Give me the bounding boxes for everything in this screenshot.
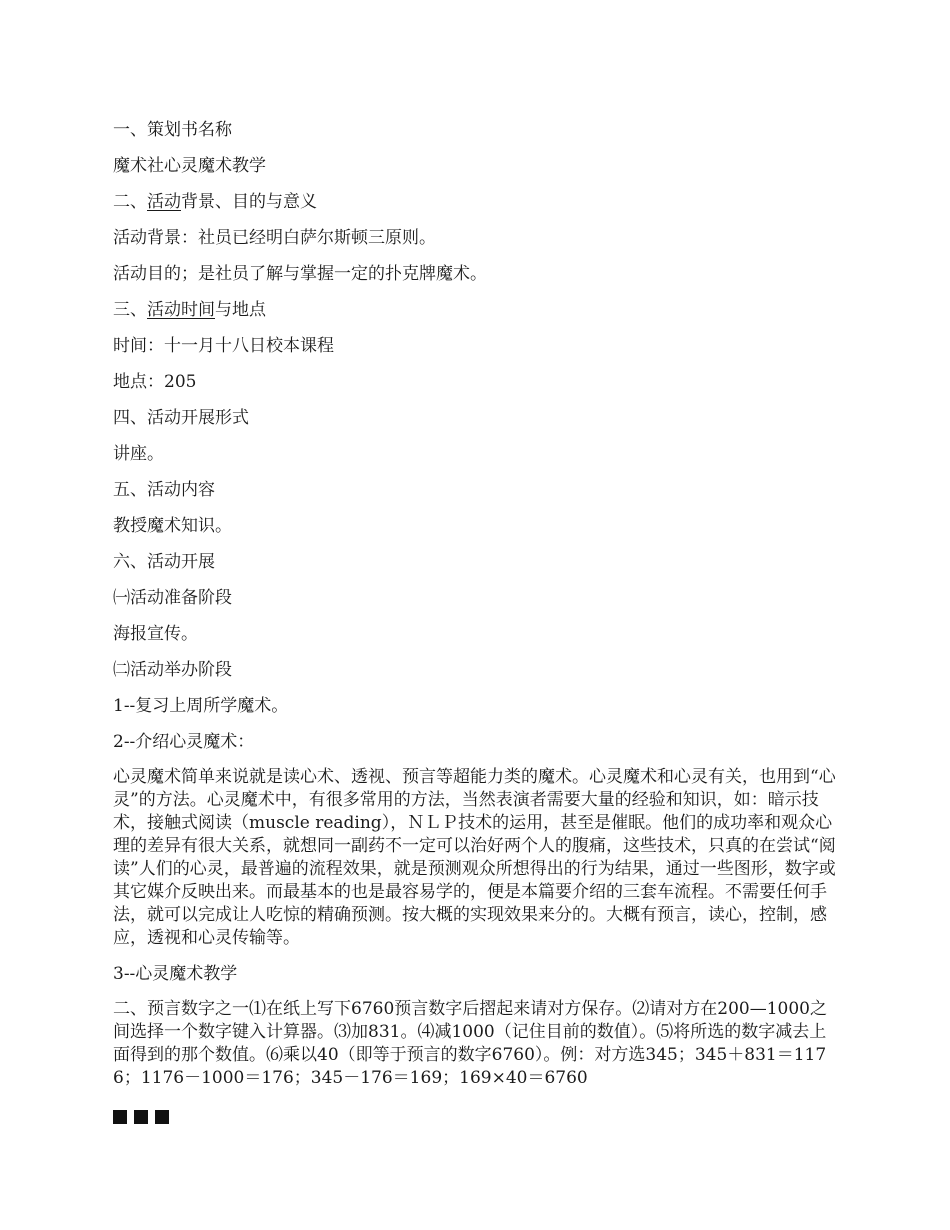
square-icon xyxy=(113,1110,127,1124)
subheading-preparation: ㈠活动准备阶段 xyxy=(113,588,232,608)
time-text: 时间：十一月十八日校本课程 xyxy=(113,336,334,356)
heading-time-place-suffix: 与地点 xyxy=(215,300,266,320)
step-1: 1--复习上周所学魔术。 xyxy=(113,696,289,716)
content-text: 教授魔术知识。 xyxy=(113,516,232,536)
step-2: 2--介绍心灵魔术： xyxy=(113,732,255,752)
step-3: 3--心灵魔术教学 xyxy=(113,964,238,984)
heading-execution: 六、活动开展 xyxy=(113,552,215,572)
format-text: 讲座。 xyxy=(113,444,164,464)
square-icon xyxy=(155,1110,169,1124)
heading-background-prefix: 二、 xyxy=(113,192,147,212)
plan-name-text: 魔术社心灵魔术教学 xyxy=(113,156,266,176)
background-text: 活动背景：社员已经明白萨尔斯顿三原则。 xyxy=(113,228,436,248)
end-marker xyxy=(113,1110,843,1124)
purpose-text: 活动目的；是社员了解与掌握一定的扑克牌魔术。 xyxy=(113,264,487,284)
paragraph-number-prediction: 二、预言数字之一⑴在纸上写下6760预言数字后摺起来请对方保存。⑵请对方在200—1000之间选择一个数字键入计算器。⑶加831。⑷减1000（记住目前的数值）。⑸将所选的数字减去上面得到的那个数值。⑹乘以40（即等于预言的数字6760）。例：对方选345；345＋831＝1176；1176－1000＝176；345－176＝169；169×40＝6760 xyxy=(113,999,827,1088)
paragraph-mentalism-intro: 心灵魔术简单来说就是读心术、透视、预言等超能力类的魔术。心灵魔术和心灵有关，也用到“心灵”的方法。心灵魔术中，有很多常用的方法，当然表演者需要大量的经验和知识，如：暗示技术，接触式阅读（muscle reading），ＮＬＰ技术的运用，甚至是催眠。他们的成功率和观众心理的差异有很大关系，就想同一副药不一定可以治好两个人的腹痛，这些技术，只真的在尝试“阅读”人们的心灵，最普遍的流程效果，就是预测观众所想得出的行为结果，通过一些图形，数字或其它媒介反映出来。而最基本的也是最容易学的，便是本篇要介绍的三套车流程。不需要任何手法，就可以完成让人吃惊的精确预测。按大概的实现效果来分的。大概有预言，读心，控制，感应，透视和心灵传输等。 xyxy=(113,767,836,948)
link-activity[interactable]: 活动 xyxy=(147,192,181,212)
place-text: 地点：205 xyxy=(113,372,197,392)
subheading-hosting: ㈡活动举办阶段 xyxy=(113,660,232,680)
document-body xyxy=(113,118,843,1124)
preparation-text: 海报宣传。 xyxy=(113,624,198,644)
heading-format: 四、活动开展形式 xyxy=(113,408,249,428)
heading-time-place-prefix: 三、 xyxy=(113,300,147,320)
heading-plan-name: 一、策划书名称 xyxy=(113,120,232,140)
heading-time-place xyxy=(113,298,843,322)
square-icon xyxy=(134,1110,148,1124)
link-activity-time[interactable]: 活动时间 xyxy=(147,300,215,320)
heading-background xyxy=(113,190,843,214)
heading-background-suffix: 背景、目的与意义 xyxy=(181,192,317,212)
heading-content: 五、活动内容 xyxy=(113,480,215,500)
